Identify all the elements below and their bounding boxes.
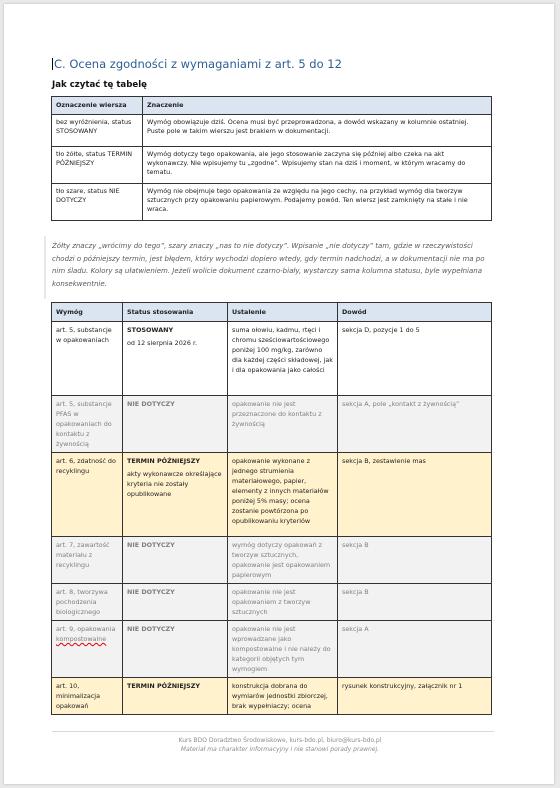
table-row: [52, 678, 492, 715]
table-row: [52, 584, 492, 621]
table-row: [52, 453, 492, 537]
evidence-cell: sekcja B: [338, 537, 492, 584]
text-cursor: [52, 58, 53, 70]
requirement-cell: art. 5, substancje w opakowaniach: [52, 322, 123, 396]
table-header-cell: Wymóg: [52, 303, 123, 322]
requirement-term: kompostowalne: [56, 635, 107, 643]
finding-cell: opakowanie nie jest przeznaczone do kontaktu z żywnością: [228, 396, 338, 453]
evidence-cell: sekcja A: [338, 621, 492, 678]
table-header-cell: Status stosowania: [123, 303, 228, 322]
status-note: od 12 sierpnia 2026 r.: [127, 339, 198, 347]
section-title[interactable]: [52, 57, 342, 71]
status-cell: [123, 584, 228, 621]
requirement-cell: art. 7, zawartość materiału z recyklingu: [52, 537, 123, 584]
legend-label: bez wyróżnienia, status STOSOWANY: [52, 115, 143, 147]
status-label: TERMIN PÓŹNIEJSZY: [127, 682, 201, 690]
status-label: NIE DOTYCZY: [127, 400, 175, 408]
legend-meaning: Wymóg obowiązuje dziś. Ocena musi być przeprowadzona, a dowód wskazany w kolumnie ostatniej. Puste pole w takim wierszu jest brakiem w dokumentacji.: [143, 115, 492, 147]
status-cell: [123, 453, 228, 537]
evidence-cell: sekcja B: [338, 584, 492, 621]
finding-cell: opakowanie nie jest wprowadzane jako kompostowalne i nie należy do kategorii objętych tym wymogiem: [228, 621, 338, 678]
compliance-table: [51, 302, 492, 715]
table-row: [52, 396, 492, 453]
legend-label: tło szare, status NIE DOTYCZY: [52, 184, 143, 221]
status-cell: [123, 537, 228, 584]
finding-cell: suma ołowiu, kadmu, rtęci i chromu sześciowartościowego poniżej 100 mg/kg, zarówno dla każdej części składowej, jak i dla opakowania jako całości: [228, 322, 338, 396]
table-header-cell: Ustalenie: [228, 303, 338, 322]
status-label: STOSOWANY: [127, 326, 174, 334]
legend-header-row: [52, 97, 492, 115]
status-label: NIE DOTYCZY: [127, 625, 175, 633]
footer-contact: Kurs BDO Doradztwo Środowiskowe, kurs-bdo.pl, biuro@kurs-bdo.pl: [178, 737, 382, 744]
legend-row: [52, 184, 492, 221]
table-row: [52, 537, 492, 584]
section-title-text: C. Ocena zgodności z wymaganiami z art. 5 do 12: [54, 57, 342, 71]
requirement-cell: art. 5, substancje PFAS w opakowaniach do kontaktu z żywnością: [52, 396, 123, 453]
status-cell: [123, 396, 228, 453]
legend-meaning: Wymóg dotyczy tego opakowania, ale jego stosowanie zaczyna się później albo czeka na akt wykonawczy. Nie wpisujemy tu „zgodne”. Wpisujemy stan na dziś i moment, w którym wracamy do tematu.: [143, 147, 492, 184]
legend-row: [52, 115, 492, 147]
evidence-cell: sekcja B, zestawienie mas: [338, 453, 492, 537]
footer-divider: [52, 731, 494, 732]
status-cell: [123, 678, 228, 715]
note-accent-bar: [44, 236, 46, 299]
finding-cell: opakowanie wykonane z jednego strumienia materiałowego, papier, elementy z innych materiałów poniżej 5% masy; ocena zostanie powtórzona po opublikowaniu kryteriów: [228, 453, 338, 537]
legend-label: tło żółte, status TERMIN PÓŹNIEJSZY: [52, 147, 143, 184]
evidence-cell: sekcja D, pozycje 1 do 5: [338, 322, 492, 396]
legend-table: [51, 96, 492, 221]
evidence-cell: sekcja A, pole „kontakt z żywnością”: [338, 396, 492, 453]
table-header-row: [52, 303, 492, 322]
legend-row: [52, 147, 492, 184]
requirement-cell: art. 6, zdatność do recyklingu: [52, 453, 123, 537]
finding-cell: konstrukcja dobrana do wymiarów jednostki zbiorczej, brak wypełniaczy; ocena: [228, 678, 338, 715]
status-label: NIE DOTYCZY: [127, 541, 175, 549]
status-note: akty wykonawcze określające kryteria nie zostały opublikowane: [127, 470, 222, 498]
status-label: NIE DOTYCZY: [127, 588, 175, 596]
footer-disclaimer: Materiał ma charakter informacyjny i nie stanowi porady prawnej.: [180, 746, 380, 753]
evidence-cell: rysunek konstrukcyjny, załącznik nr 1: [338, 678, 492, 715]
legend-meaning: Wymóg nie obejmuje tego opakowania ze względu na jego cechy, na przykład wymóg dla tworzyw sztucznych przy opakowaniu papierowym. Podajemy powód. Ten wiersz jest zamknięty na stałe i nie wraca.: [143, 184, 492, 221]
status-label: TERMIN PÓŹNIEJSZY: [127, 457, 201, 465]
table-header-cell: Dowód: [338, 303, 492, 322]
requirement-cell: art. 8, tworzywa pochodzenia biologicznego: [52, 584, 123, 621]
finding-cell: wymóg dotyczy opakowań z tworzyw sztucznych, opakowanie jest opakowaniem papierowym: [228, 537, 338, 584]
legend-heading: Jak czytać tę tabelę: [52, 80, 147, 90]
table-row: [52, 322, 492, 396]
legend-header-cell: Znaczenie: [143, 97, 492, 115]
requirement-cell: art. 10, minimalizacja opakowań: [52, 678, 123, 715]
status-cell: [123, 322, 228, 396]
note-paragraph: Żółty znaczy „wrócimy do tego”, szary znaczy „nas to nie dotyczy”. Wpisanie „nie dotyczy” tam, gdzie w rzeczywistości chodzi o późniejszy termin, jest błędem, który wychodzi dopiero wtedy, gdy termin nadchodzi, a w dokumentacji nie ma po nim śladu. Kolory są ułatwieniem. Jeżeli wolicie dokument czarno-biały, wystarczy sama kolumna statusu, byle wypełniana konsekwentnie.: [52, 242, 485, 288]
requirement-cell: art. 9, opakowania kompostowalne: [52, 621, 123, 678]
page-footer: [0, 736, 560, 754]
status-cell: [123, 621, 228, 678]
finding-cell: opakowanie nie jest opakowaniem z tworzyw sztucznych: [228, 584, 338, 621]
legend-header-cell: Oznaczenie wiersza: [52, 97, 143, 115]
table-row: [52, 621, 492, 678]
